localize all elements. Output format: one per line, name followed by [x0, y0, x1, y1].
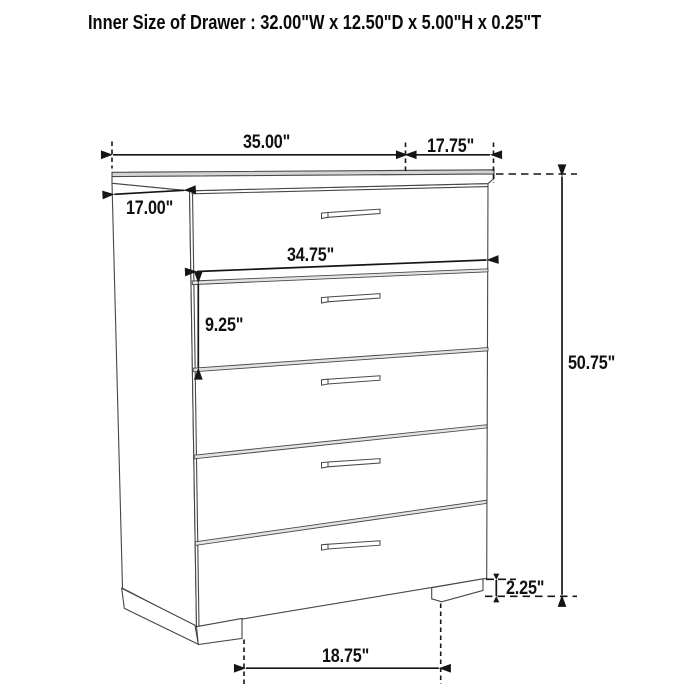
dim-label-overall-height: 50.75" [568, 353, 616, 374]
front-face [190, 184, 489, 627]
diagram-title: Inner Size of Drawer : 32.00"W x 12.50"D x 5.00"H x 0.25"T [88, 12, 542, 34]
dim-label-drawer-width: 34.75" [287, 245, 335, 266]
dim-label-side-depth: 17.00" [126, 198, 174, 219]
dim-label-base-height: 2.25" [506, 578, 545, 599]
side-panel [112, 183, 197, 627]
dim-label-top-width: 35.00" [243, 132, 291, 153]
dim-label-top-depth: 17.75" [427, 136, 475, 157]
chest-body [112, 170, 494, 645]
dim-label-leg-spacing: 18.75" [322, 646, 370, 667]
dim-label-drawer-height: 9.25" [205, 315, 244, 336]
